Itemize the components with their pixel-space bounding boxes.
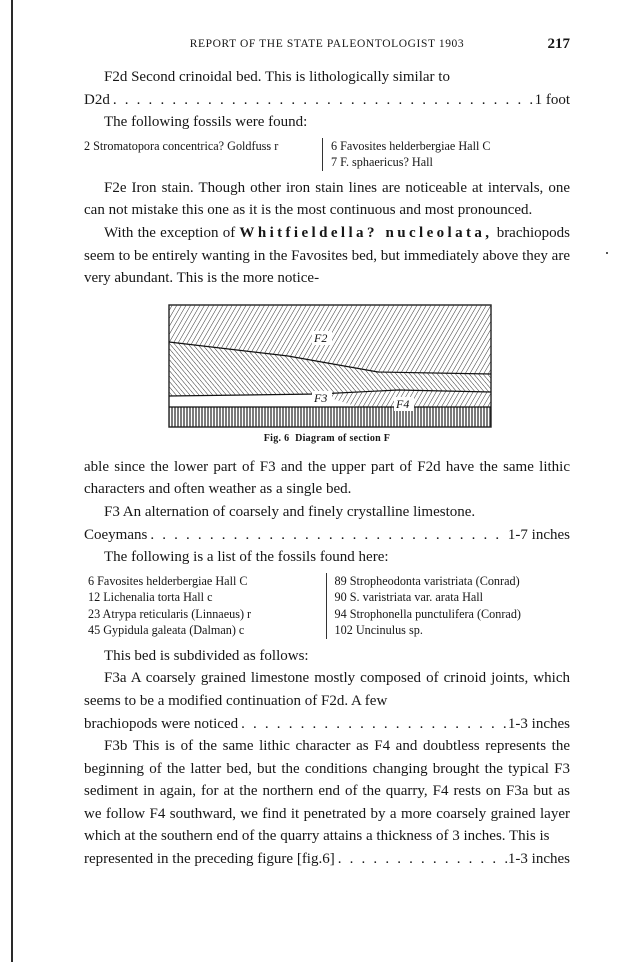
leader-label: Coeymans (84, 526, 148, 543)
subdivided-line: This bed is subdivided as follows: (104, 647, 309, 664)
dot-leader (335, 848, 508, 871)
leader-value: 1 foot (534, 91, 570, 108)
leader-value: 1-3 inches (507, 715, 570, 732)
leader-label: represented in the preceding figure [fig.6] (84, 851, 335, 868)
margin-speck (606, 252, 608, 254)
f3-paragraph: F3 An alternation of coarsely and finely crystalline limestone. (104, 503, 476, 520)
f2d-fossil-list (84, 138, 570, 171)
figure-caption (84, 433, 570, 444)
brachiopod-text-start: With the exception of (104, 224, 236, 241)
caption-figure-number: Fig. 6 (263, 432, 290, 444)
dot-leader (110, 89, 535, 112)
leader-label: brachiopods were noticed (84, 715, 239, 732)
running-header (84, 36, 570, 58)
fossil-column-left (84, 138, 323, 171)
dot-leader (147, 524, 508, 547)
fossil-column-left (84, 573, 327, 639)
continuation-paragraph: able since the lower part of F3 and the upper part of F2d have the same lithic characters and often weather as a single bed. (84, 458, 570, 498)
page-number: 217 (547, 36, 570, 52)
f2d-paragraph: F2d Second crinoidal bed. This is lithologically similar to (104, 69, 450, 85)
fossil-item: 45 Gypidula galeata (Dalman) c (88, 623, 245, 638)
f3-fossil-list (84, 573, 570, 639)
fossil-item: 12 Lichenalia torta Hall c (88, 590, 213, 605)
fossil-column-right (327, 573, 571, 639)
fossil-item: 102 Uncinulus sp. (334, 623, 423, 638)
figure-label-f4: F4 (396, 396, 410, 411)
leader-value: 1-7 inches (507, 526, 570, 543)
page (84, 36, 570, 871)
dot-leader (238, 713, 508, 736)
brachiopod-text-end: brachiopods seem to be entirely wanting in the Favosites bed, but immediately above they are very abundant. This is the more notice- (84, 224, 571, 287)
figure-6 (84, 304, 570, 429)
page-edge-rule (11, 0, 13, 962)
header-title: REPORT OF THE STATE PALEONTOLOGIST 1903 (189, 38, 465, 50)
f2d-thickness-line (84, 89, 570, 112)
f3a-thickness-line (84, 713, 570, 736)
caption-text: Diagram of section F (295, 432, 391, 444)
f2d-fossils-intro: The following fossils were found: (104, 114, 308, 131)
f3b-thickness-line (84, 848, 570, 871)
f3-fossils-intro: The following is a list of the fossils found here: (104, 549, 389, 566)
f3a-paragraph: F3a A coarsely grained limestone mostly composed of crinoid joints, which seems to be a modified continuation of F2d. A few (84, 670, 570, 709)
fossil-item: 89 Stropheodonta varistriata (Conrad) (334, 573, 520, 588)
leader-value: 1-3 inches (507, 851, 570, 868)
fossil-item: 6 Favosites helderbergiae Hall C (88, 573, 248, 588)
section-diagram (168, 304, 492, 428)
lower-bed-vertical-lines (169, 407, 491, 427)
species-name-spaced: Whitfieldella? nucleolata, (239, 224, 493, 241)
brachiopod-paragraph (84, 222, 570, 290)
fossil-item: 23 Atrypa reticularis (Linnaeus) r (88, 606, 252, 621)
fossil-column-right (323, 138, 497, 171)
figure-label-f3: F3 (314, 390, 328, 405)
f3b-paragraph: F3b This is of the same lithic character as F4 and doubtless represents the beginning of the latter bed, but the conditions changing brought the typical F3 sediment in again, for at the northern end of the quarry, F4 rests on F3a but as we follow F4 southward, we find it penetrated by a more coarsely grained layer which at the southern end of the quarry attains a thickness of 3 inches. This is (84, 738, 570, 845)
f2e-paragraph: F2e Iron stain. Though other iron stain lines are noticeable at intervals, one can not mistake this one as it is the most continuous and most pronounced. (84, 179, 570, 219)
figure-label-f2: F2 (314, 330, 328, 345)
fossil-item: 6 Favosites helderbergiae Hall C (331, 138, 491, 153)
leader-label: D2d (84, 91, 110, 108)
f3-thickness-line (84, 524, 570, 547)
fossil-item: 90 S. varistriata var. arata Hall (334, 590, 484, 605)
fossil-item: 94 Strophonella punctulifera (Conrad) (334, 606, 521, 621)
fossil-item: 2 Stromatopora concentrica? Goldfuss r (84, 138, 279, 153)
fossil-item: 7 F. sphaericus? Hall (331, 155, 433, 170)
